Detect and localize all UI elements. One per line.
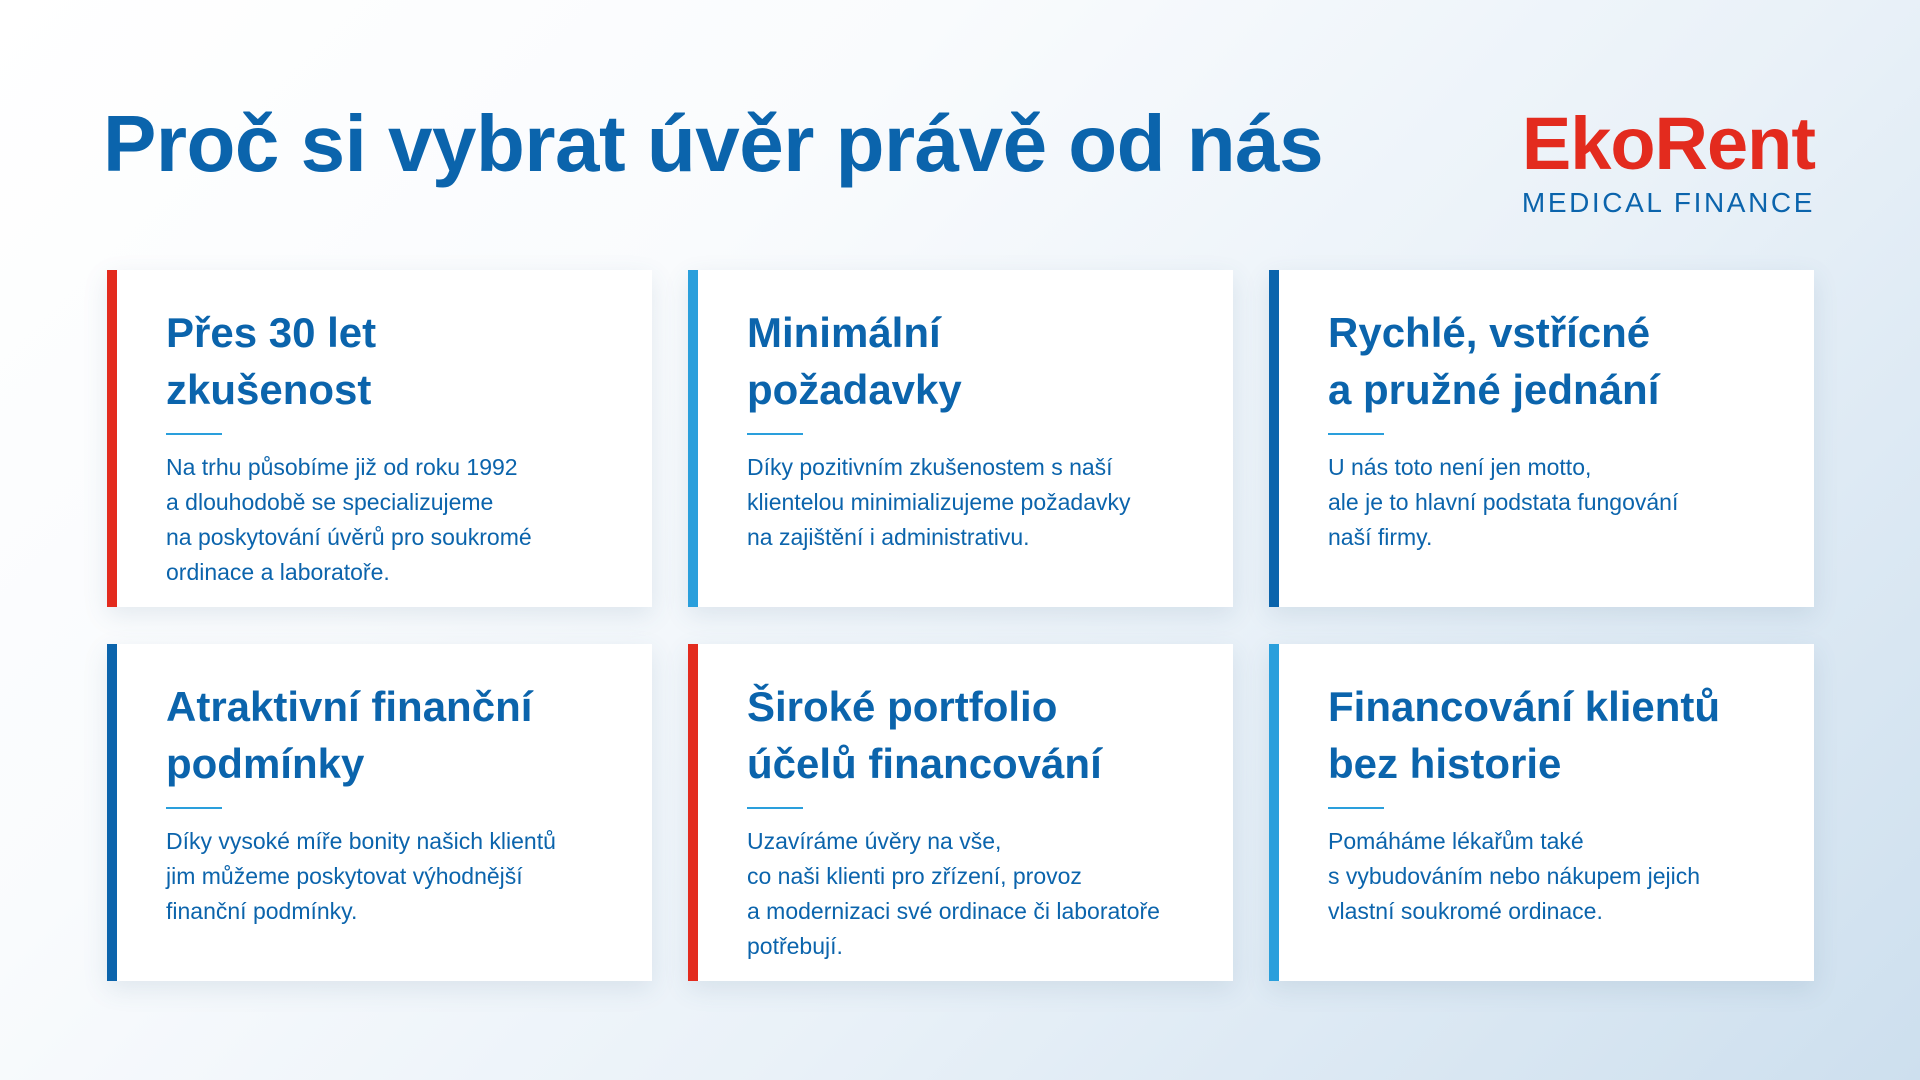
card-text: Díky pozitivním zkušenostem s naší klientelou minimializujeme požadavky na zajištění i administrativu. — [747, 454, 1131, 550]
card-title: Přes 30 let zkušenost — [166, 309, 377, 413]
page-title: Proč si vybrat úvěr právě od nás — [103, 99, 1324, 188]
card-accent-bar — [107, 270, 117, 607]
card-title: Široké portfolio účelů financování — [747, 683, 1102, 787]
card-text: U nás toto není jen motto, ale je to hlavní podstata fungování naší firmy. — [1328, 454, 1679, 550]
card-text: Díky vysoké míře bonity našich klientů jim můžeme poskytovat výhodnější finanční podmínky. — [166, 828, 556, 924]
card-accent-bar — [1269, 270, 1279, 607]
card-divider — [1328, 433, 1384, 435]
card-divider — [747, 807, 803, 809]
logo-subtitle: MEDICAL FINANCE — [1521, 187, 1815, 218]
benefits-grid — [107, 270, 1815, 981]
card-divider — [747, 433, 803, 435]
card-title: Atraktivní finanční podmínky — [166, 683, 533, 787]
logo-name: EkoRent — [1521, 102, 1815, 185]
card-text: Na trhu působíme již od roku 1992 a dlouhodobě se specializujeme na poskytování úvěrů pro soukromé ordinace a laboratoře. — [166, 454, 532, 585]
card-accent-bar — [688, 270, 698, 607]
card-text: Pomáháme lékařům také s vybudováním nebo nákupem jejich vlastní soukromé ordinace. — [1328, 828, 1701, 924]
card-financial-conditions — [107, 644, 652, 981]
card-text: Uzavíráme úvěry na vše, co naši klienti pro zřízení, provoz a modernizaci své ordinace či laboratoře potřebují. — [747, 828, 1160, 959]
card-experience — [107, 270, 652, 607]
card-title: Financování klientů bez historie — [1328, 683, 1721, 787]
card-accent-bar — [1269, 644, 1279, 981]
card-minimal-requirements — [688, 270, 1233, 607]
card-divider — [166, 433, 222, 435]
card-divider — [166, 807, 222, 809]
card-title: Rychlé, vstřícné a pružné jednání — [1328, 309, 1660, 413]
card-accent-bar — [107, 644, 117, 981]
card-wide-portfolio — [688, 644, 1233, 981]
card-fast-dealing — [1269, 270, 1814, 607]
ekorent-logo — [1522, 104, 1815, 220]
card-no-history-financing — [1269, 644, 1814, 981]
card-divider — [1328, 807, 1384, 809]
card-accent-bar — [688, 644, 698, 981]
card-title: Minimální požadavky — [747, 309, 962, 413]
